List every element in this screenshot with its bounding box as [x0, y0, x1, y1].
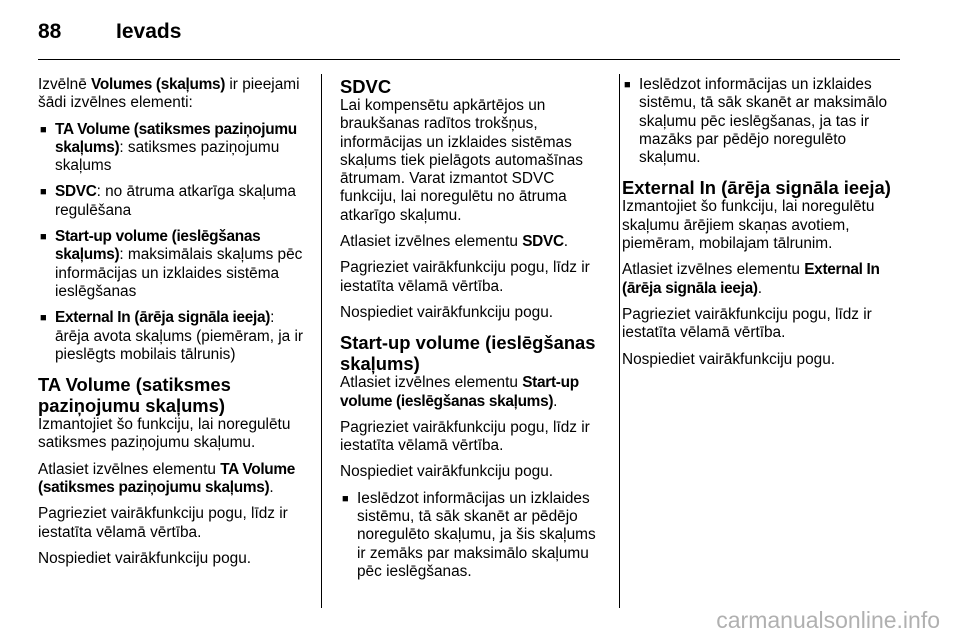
list-item: ■ Ieslēdzot informācijas un izklaides sistēmu, tā sāk skanēt ar maksimālo skaļumu pēc ieslēgšanas, ja tas ir mazāks par pēdējo noregulēto skaļumu.	[622, 76, 906, 167]
menu-intro: Izvēlnē Volumes (skaļums) ir pieejami šādi izvēlnes elementi:	[38, 76, 300, 112]
list-item: ■ External In (ārēja signāla ieeja): ārēja avota skaļums (piemēram, ja ir pieslēgts mobilais tālrunis)	[38, 309, 310, 364]
startup-volume-notes	[340, 490, 608, 581]
sdvc-press-knob: Nospiediet vairākfunkciju pogu.	[340, 303, 554, 321]
external-in-heading: External In (ārēja signāla ieeja)	[622, 177, 891, 199]
ta-volume-press-knob: Nospiediet vairākfunkciju pogu.	[38, 549, 252, 567]
header-rule	[38, 59, 900, 60]
column-divider-2	[619, 74, 620, 608]
external-in-press-knob: Nospiediet vairākfunkciju pogu.	[622, 350, 836, 368]
menu-item-list	[38, 121, 310, 365]
external-in-select: Atlasiet izvēlnes elementu External In (ārēja signāla ieeja).	[622, 261, 880, 297]
column-2	[340, 76, 608, 589]
list-item: ■ TA Volume (satiksmes paziņojumu skaļums): satiksmes paziņojumu skaļums	[38, 121, 310, 176]
list-item: ■ Ieslēdzot informācijas un izklaides sistēmu, tā sāk skanēt ar pēdējo noregulēto skaļumu, ja šis skaļums ir zemāks par maksimālo skaļumu pēc ieslēgšanas.	[340, 490, 608, 581]
watermark: carmanualsonline.info	[716, 607, 940, 633]
ta-volume-description: Izmantojiet šo funkciju, lai noregulētu satiksmes paziņojumu skaļumu.	[38, 416, 291, 452]
column-1	[38, 76, 310, 576]
ta-volume-select: Atlasiet izvēlnes elementu TA Volume (satiksmes paziņojumu skaļums).	[38, 460, 296, 497]
startup-volume-press-knob: Nospiediet vairākfunkciju pogu.	[340, 463, 554, 481]
external-in-description: Izmantojiet šo funkciju, lai noregulētu skaļumu ārējiem skaņas avotiem, piemēram, mobilajam tālrunim.	[622, 198, 875, 253]
startup-volume-heading: Start-up volume (ieslēgšanas skaļums)	[340, 332, 596, 375]
startup-volume-notes-continued	[622, 76, 906, 167]
sdvc-select: Atlasiet izvēlnes elementu SDVC.	[340, 233, 569, 251]
ta-volume-heading: TA Volume (satiksmes paziņojumu skaļums)	[38, 374, 231, 417]
startup-volume-turn-knob: Pagrieziet vairākfunkciju pogu, līdz ir iestatīta vēlamā vērtība.	[340, 418, 590, 455]
external-in-turn-knob: Pagrieziet vairākfunkciju pogu, līdz ir iestatīta vēlamā vērtība.	[622, 305, 872, 342]
column-3	[622, 76, 906, 377]
column-divider-1	[321, 74, 322, 608]
startup-volume-select: Atlasiet izvēlnes elementu Start-up volume (ieslēgšanas skaļums).	[340, 374, 579, 410]
sdvc-description: Lai kompensētu apkārtējos un braukšanas radītos trokšņus, informācijas un izklaides sistēmas skaļums tiek pielāgots automašīnas ātrumam. Varat izmantot SDVC funkciju, lai noregulētu no ātruma atkarīgo skaļumu.	[340, 97, 583, 224]
page-number: 88	[38, 20, 62, 43]
list-item: ■ SDVC: no ātruma atkarīga skaļuma regulēšana	[38, 183, 310, 220]
section-title: Ievads	[116, 20, 182, 43]
sdvc-heading: SDVC	[340, 76, 392, 97]
list-item: ■ Start-up volume (ieslēgšanas skaļums): maksimālais skaļums pēc informācijas un izklaides sistēma ieslēgšanas	[38, 228, 310, 301]
ta-volume-turn-knob: Pagrieziet vairākfunkciju pogu, līdz ir iestatīta vēlamā vērtība.	[38, 505, 288, 541]
sdvc-turn-knob: Pagrieziet vairākfunkciju pogu, līdz ir iestatīta vēlamā vērtība.	[340, 259, 590, 295]
